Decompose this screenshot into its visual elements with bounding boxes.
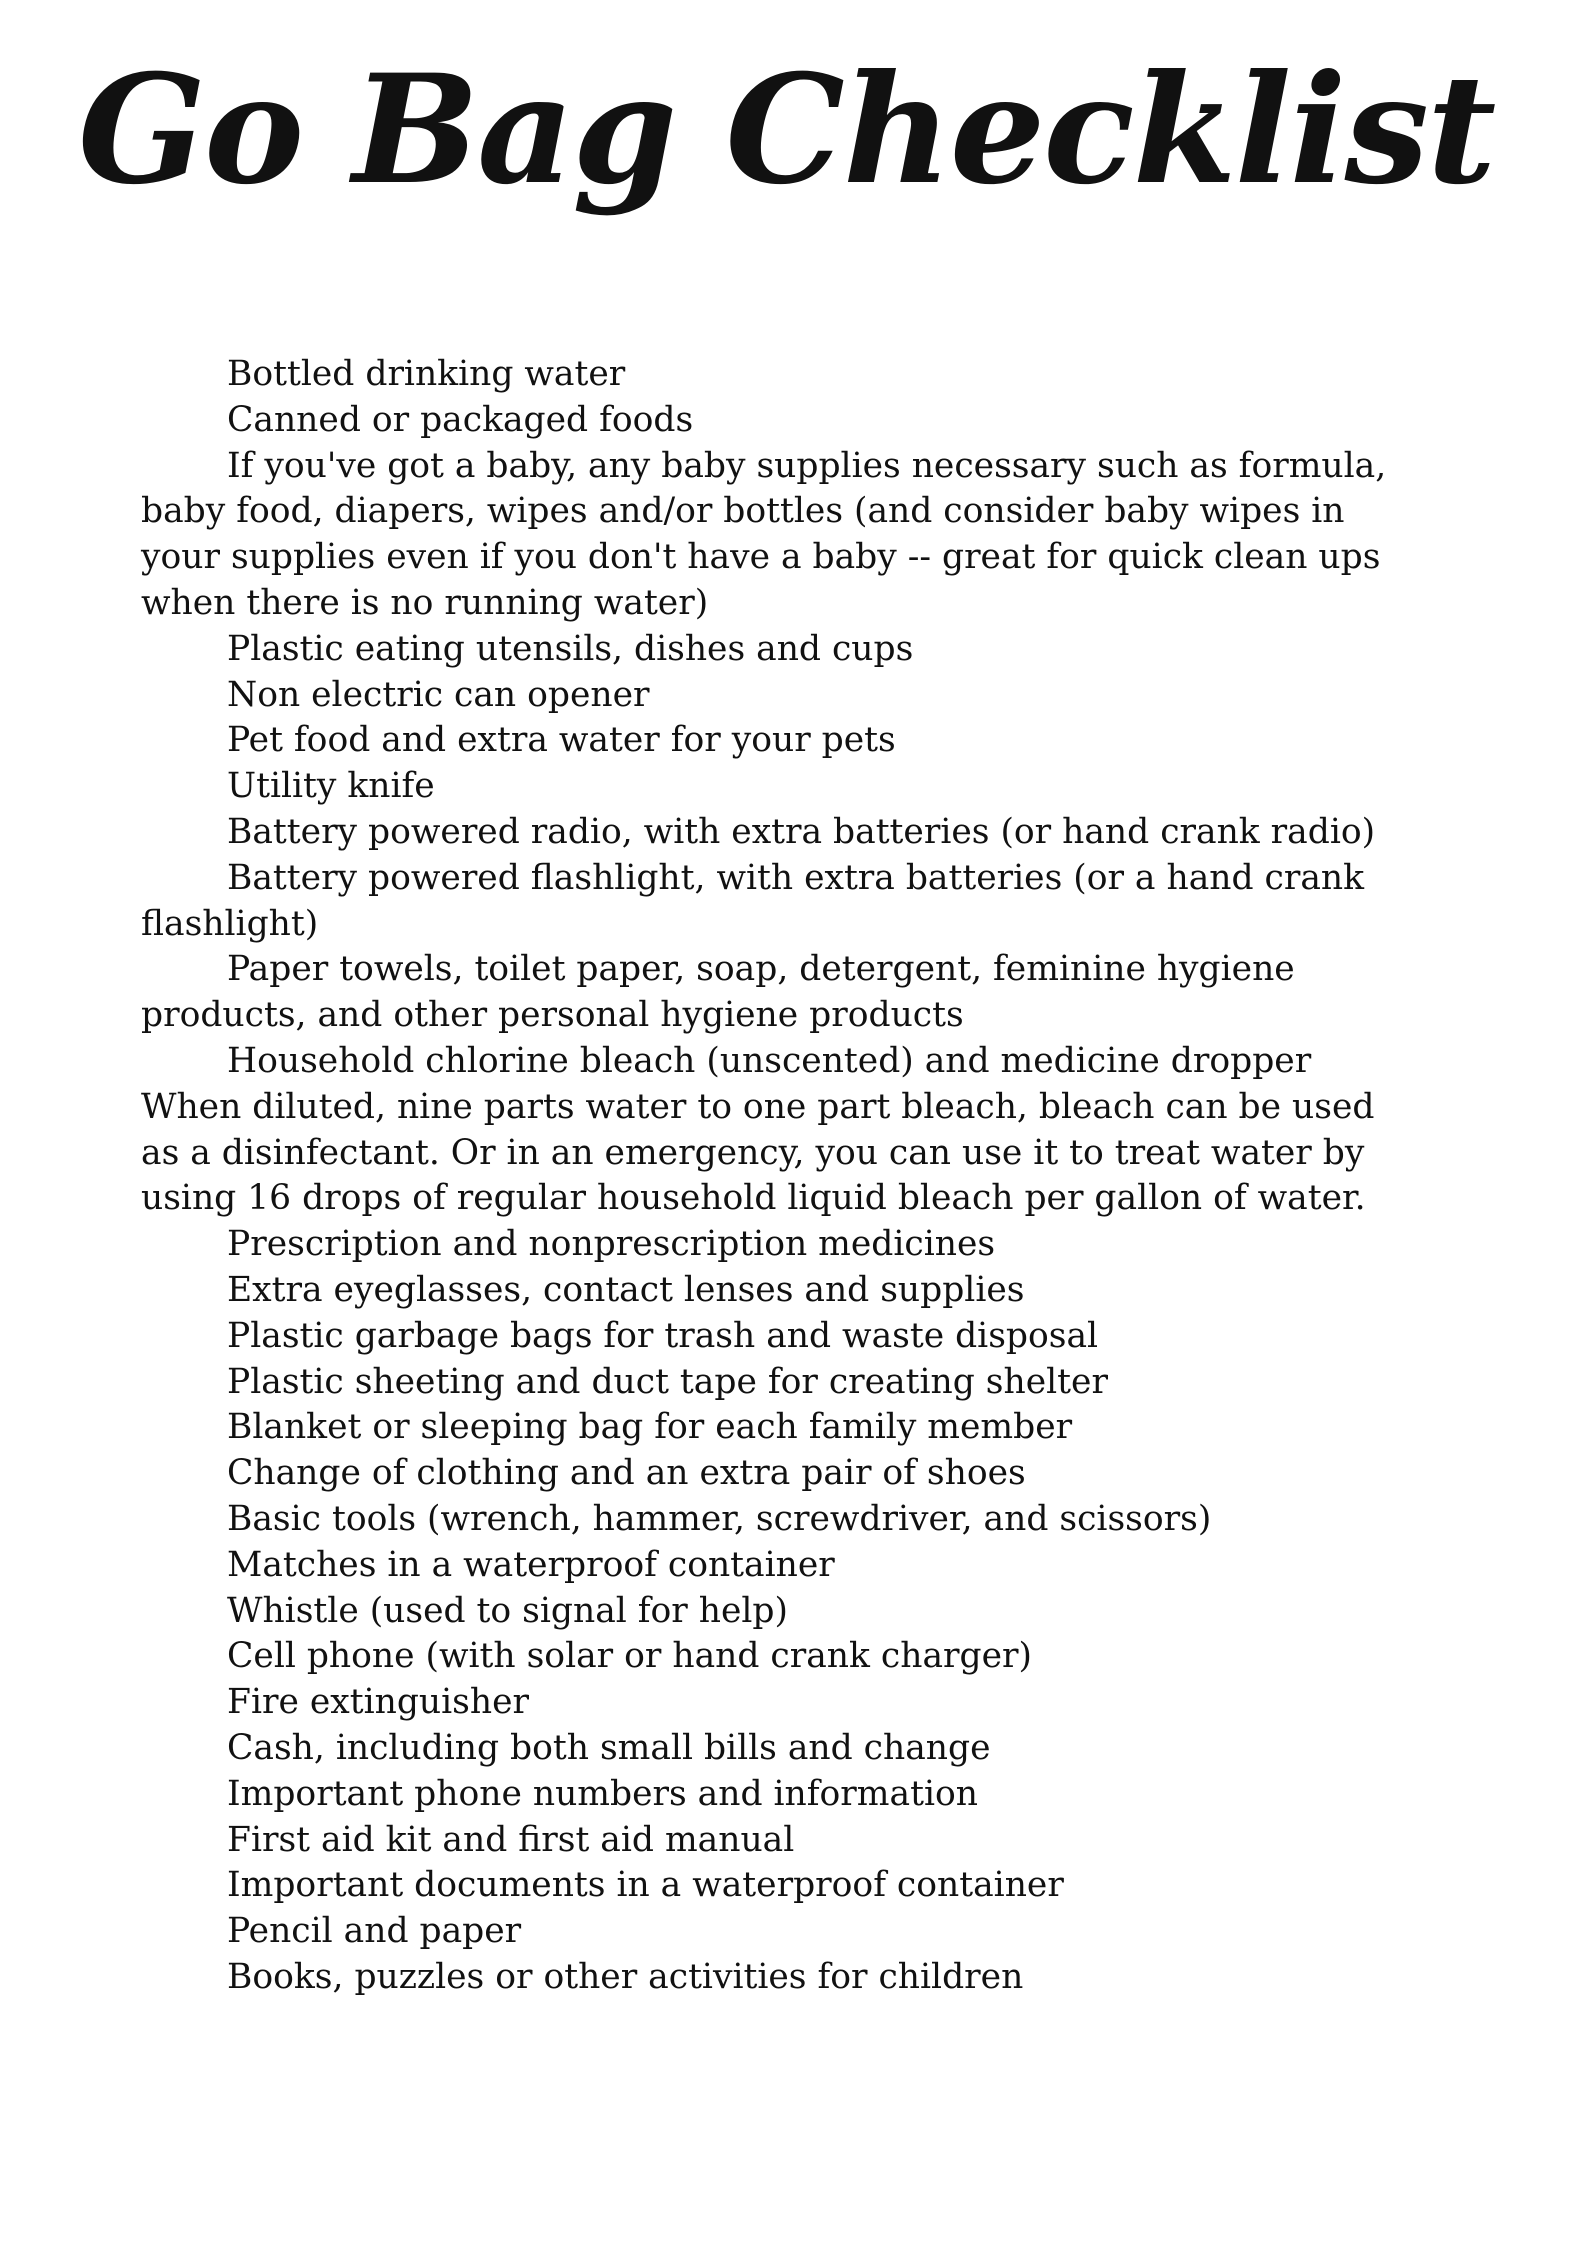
list-item: Fire extinguisher (227, 1682, 530, 1723)
checklist (141, 352, 1391, 2001)
list-item: Change of clothing and an extra pair of shoes (227, 1453, 1026, 1494)
list-item: Cash, including both small bills and change (227, 1727, 991, 1768)
list-item: Non electric can opener (227, 674, 650, 715)
list-item: Utility knife (227, 766, 435, 807)
bleach-note: When diluted, nine parts water to one part bleach, bleach can be used as a disinfectant. Or in an emergency, you can use it to treat water by using 16 drops of regular household liquid bleach per gallon of water. (141, 1086, 1375, 1219)
list-item: Plastic sheeting and duct tape for creating shelter (227, 1361, 1108, 1402)
list-item: Important documents in a waterproof container (227, 1865, 1064, 1906)
list-item: Battery powered flashlight, with extra batteries (or a hand crank flashlight) (141, 857, 1365, 944)
list-item: If you've got a baby, any baby supplies necessary such as formula, baby food, diapers, wipes and/or bottles (and consider baby wipes in your supplies even if you don't have a baby -- great for quick clean ups when there is no running water) (141, 445, 1387, 623)
list-item: Prescription and nonprescription medicines (227, 1224, 996, 1265)
list-item: Pencil and paper (227, 1911, 522, 1952)
list-item: Blanket or sleeping bag for each family member (227, 1407, 1073, 1448)
list-item: First aid kit and first aid manual (227, 1819, 795, 1860)
list-item: Books, puzzles or other activities for children (227, 1956, 1024, 1997)
list-item: Matches in a waterproof container (227, 1544, 835, 1585)
list-item: Basic tools (wrench, hammer, screwdriver, and scissors) (227, 1498, 1212, 1539)
list-item: Plastic eating utensils, dishes and cups (227, 628, 914, 669)
list-item: Whistle (used to signal for help) (227, 1590, 788, 1631)
list-item: Pet food and extra water for your pets (227, 720, 896, 761)
list-item: Plastic garbage bags for trash and waste disposal (227, 1315, 1099, 1356)
list-item: Household chlorine bleach (unscented) and medicine dropper (227, 1040, 1312, 1081)
list-item: Important phone numbers and information (227, 1773, 978, 1814)
list-item: Cell phone (with solar or hand crank charger) (227, 1636, 1032, 1677)
page-title: Go Bag Checklist (78, 42, 1495, 218)
list-item: Canned or packaged foods (227, 399, 694, 440)
list-item: Bottled drinking water (227, 354, 626, 394)
list-item: Battery powered radio, with extra batteries (or hand crank radio) (227, 811, 1376, 852)
list-item: Paper towels, toilet paper, soap, detergent, feminine hygiene products, and other personal hygiene products (141, 949, 1295, 1036)
list-item: Extra eyeglasses, contact lenses and supplies (227, 1269, 1025, 1310)
